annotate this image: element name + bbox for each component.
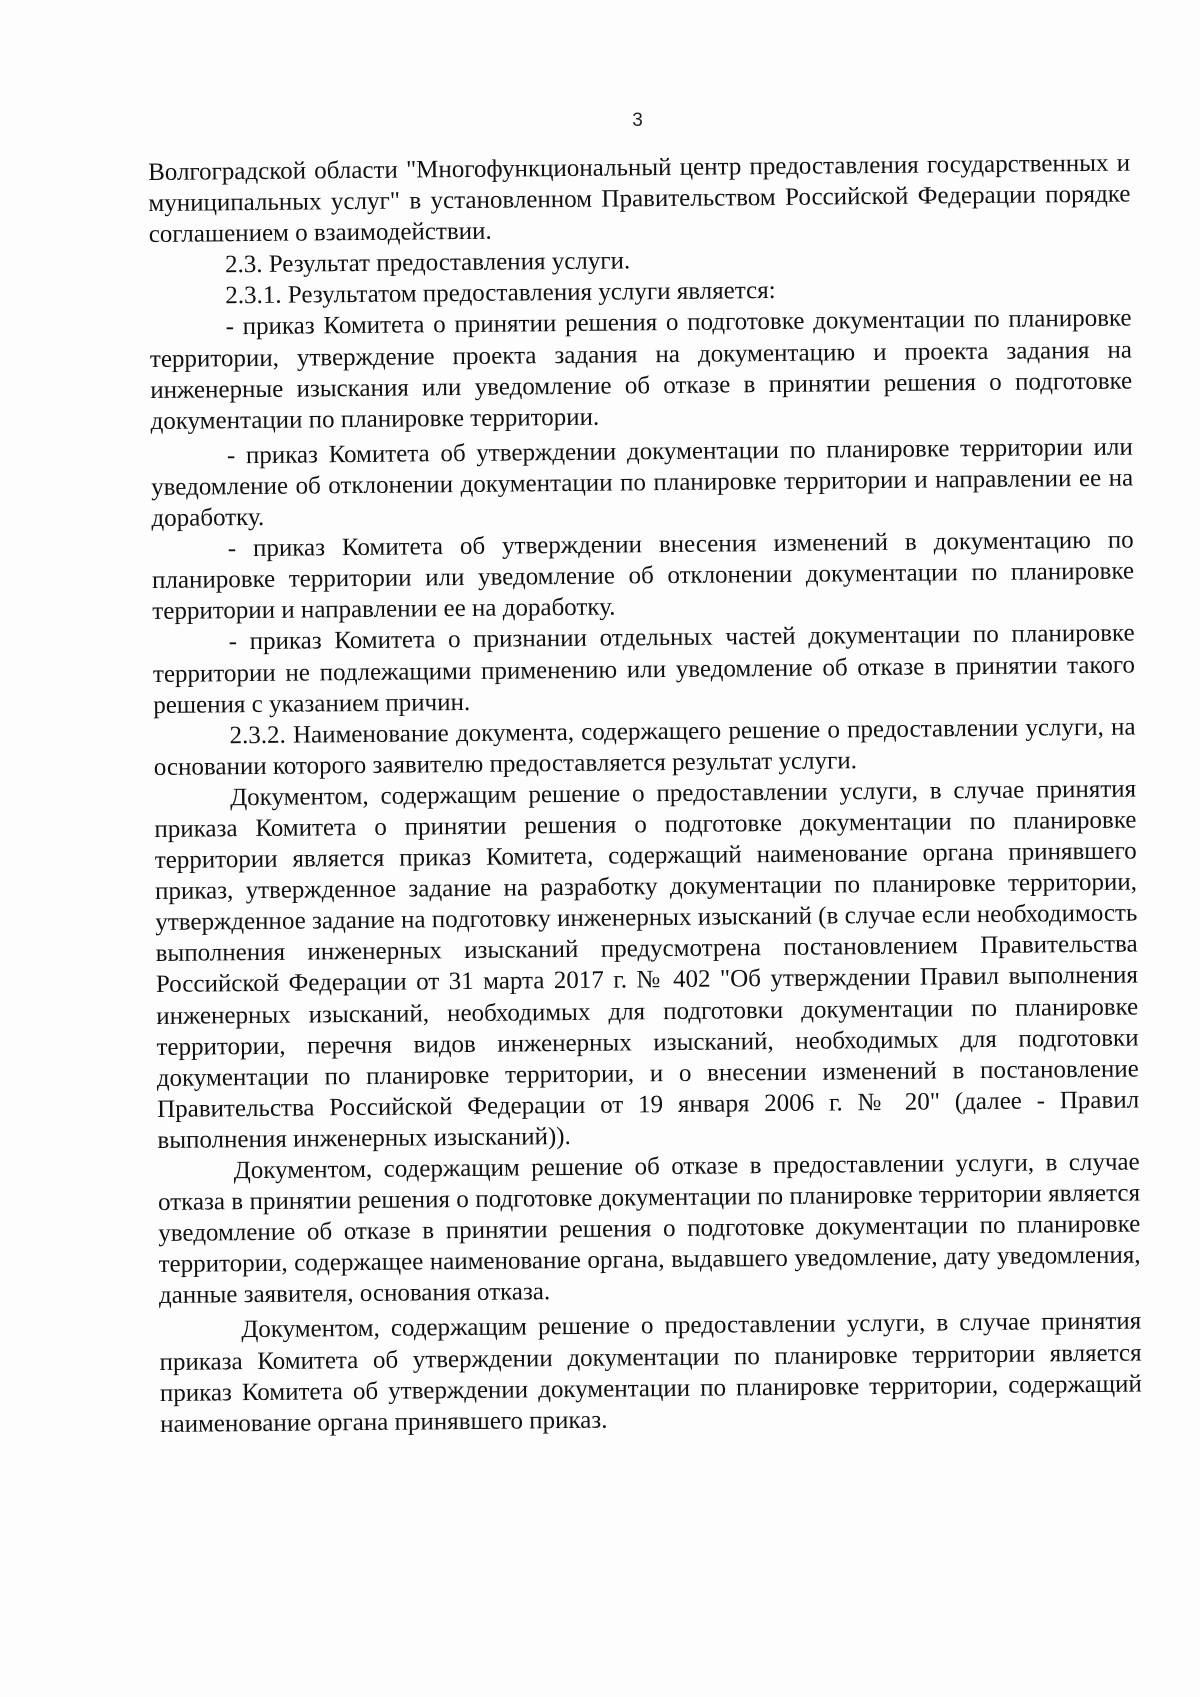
list-item-order-approval: - приказ Комитета об утверждении документации по планировке территории или уведомление об отклонении документации по планировке территории и направлении ее на доработку.: [151, 433, 1134, 533]
paragraph-decision-document: Документом, содержащим решение о предоставлении услуги, в случае принятия приказа Комитета о принятии решения о подготовке документации по планировке территории является приказ Комитета, содержащий наименование органа принявшего приказ, утвержденное задание на разработку документации по планировке территории, утвержденное задание на подготовку инженерных изысканий (в случае если необходимость выполнения инженерных изысканий предусмотрена постановлением Правительства Российской Федерации от 31 марта 2017 г. № 402 "Об утверждении Правил выполнения инженерных изысканий, необходимых для подготовки документации по планировке территории, перечня видов инженерных изысканий, необходимых для подготовки документации по планировке территории, и о внесении изменений в постановление Правительства Российской Федерации от 19 января 2006 г. № 20" (далее - Правил выполнения инженерных изысканий)).: [154, 775, 1140, 1154]
list-item-order-decision-preparation: - приказ Комитета о принятии решения о подготовке документации по планировке территории, утверждение проекта задания на документацию и проекта задания на инженерные изыскания или уведомление об отказе в принятии решения о подготовке документации по планировке территории.: [149, 305, 1133, 435]
document-body: [148, 148, 1142, 1440]
list-item-order-amendments: - приказ Комитета об утверждении внесения изменений в документацию по планировке территории или уведомление об отклонении документации по планировке территории и направлении ее на доработку.: [151, 526, 1135, 626]
paragraph-refusal-document: Документом, содержащим решение об отказе в предоставлении услуги, в случае отказа в принятии решения о подготовке документации по планировке территории является уведомление об отказе в принятии решения о подготовке документации по планировке территории, содержащее наименование органа, выдавшего уведомление, дату уведомления, данные заявителя, основания отказа.: [157, 1148, 1141, 1310]
section-2-3-1-heading: 2.3.1. Результатом предоставления услуги является:: [225, 277, 776, 310]
section-2-3-heading: 2.3. Результат предоставления услуги.: [224, 247, 631, 279]
paragraph-mfc-continuation: Волгоградской области "Многофункциональный центр предоставления государственных и муниципальных услуг" в установленном Правительством Российской Федерации порядке соглашением о взаимодействии.: [148, 149, 1131, 249]
paragraph-approval-document: Документом, содержащим решение о предоставлении услуги, в случае принятия приказа Комитета об утверждении документации по планировке территории является приказ Комитета об утверждении документации по планировке территории, содержащий наименование органа принявшего приказ.: [159, 1307, 1142, 1438]
list-item-order-partial-invalidity: - приказ Комитета о признании отдельных частей документации по планировке территории не подлежащими применению или уведомление об отказе в принятии такого решения с указанием причин.: [152, 619, 1136, 719]
page-number: 3: [632, 110, 643, 131]
section-2-3-2-paragraph: 2.3.2. Наименование документа, содержащего решение о предоставлении услуги, на основании которого заявителю предоставляется результат услуги.: [153, 713, 1136, 781]
